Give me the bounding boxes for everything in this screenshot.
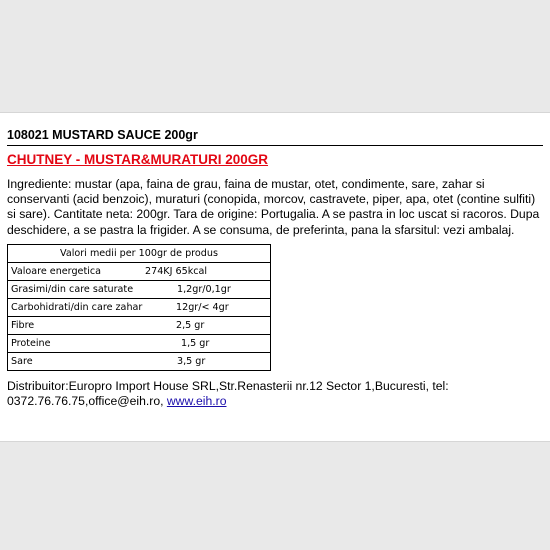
nutrition-row [8,280,271,298]
nutrition-row [8,298,271,316]
nutrition-value: 12gr/< 4gr [176,301,229,313]
nutrition-row [8,352,271,370]
nutrition-table [7,244,271,371]
nutrition-value: 2,5 gr [176,319,205,331]
nutrition-value: 1,5 gr [181,337,210,349]
nutrition-label: Carbohidrati/din care zahar [11,301,143,313]
distributor-text: Distribuitor:Europro Import House SRL,Str.Renasterii nr.12 Sector 1,Bucuresti, tel: 0372.76.76.75,office@eih.ro, [7,378,449,409]
ingredients-text: Ingrediente: mustar (apa, faina de grau, faina de mustar, otet, condimente, sare, zahar si conservanti (acid benzoic), muraturi (conopida, morcov, castravete, piper, apa, otet (contine sulfiti) si sare). Cantitate neta: 200gr. Tara de origine: Portugalia. A se pastra in loc uscat si racoros. Dupa deschidere, a se pastra la frigider. A se consuma, de preferinta, pana la sfarsitul: vezi ambalaj. [7,177,540,237]
nutrition-value: 274KJ 65kcal [145,265,208,277]
nutrition-label: Fibre [11,319,35,331]
product-info-content [7,128,543,409]
nutrition-value: 1,2gr/0,1gr [177,283,231,295]
product-title: CHUTNEY - MUSTAR&MURATURI 200GR [7,152,269,167]
nutrition-label: Grasimi/din care saturate [11,283,134,295]
nutrition-value: 3,5 gr [177,355,206,367]
product-info-card [0,112,550,442]
product-code-line: 108021 MUSTARD SAUCE 200gr [7,128,543,146]
nutrition-label: Proteine [11,337,51,349]
nutrition-row [8,262,271,280]
nutrition-label: Sare [11,355,33,367]
distributor-info [7,379,543,409]
nutrition-row [8,316,271,334]
nutrition-row [8,334,271,352]
nutrition-header: Valori medii per 100gr de produs [8,244,271,262]
nutrition-header-row [8,244,271,262]
distributor-website-link[interactable]: www.eih.ro [166,394,227,409]
nutrition-label: Valoare energetica [11,265,102,277]
